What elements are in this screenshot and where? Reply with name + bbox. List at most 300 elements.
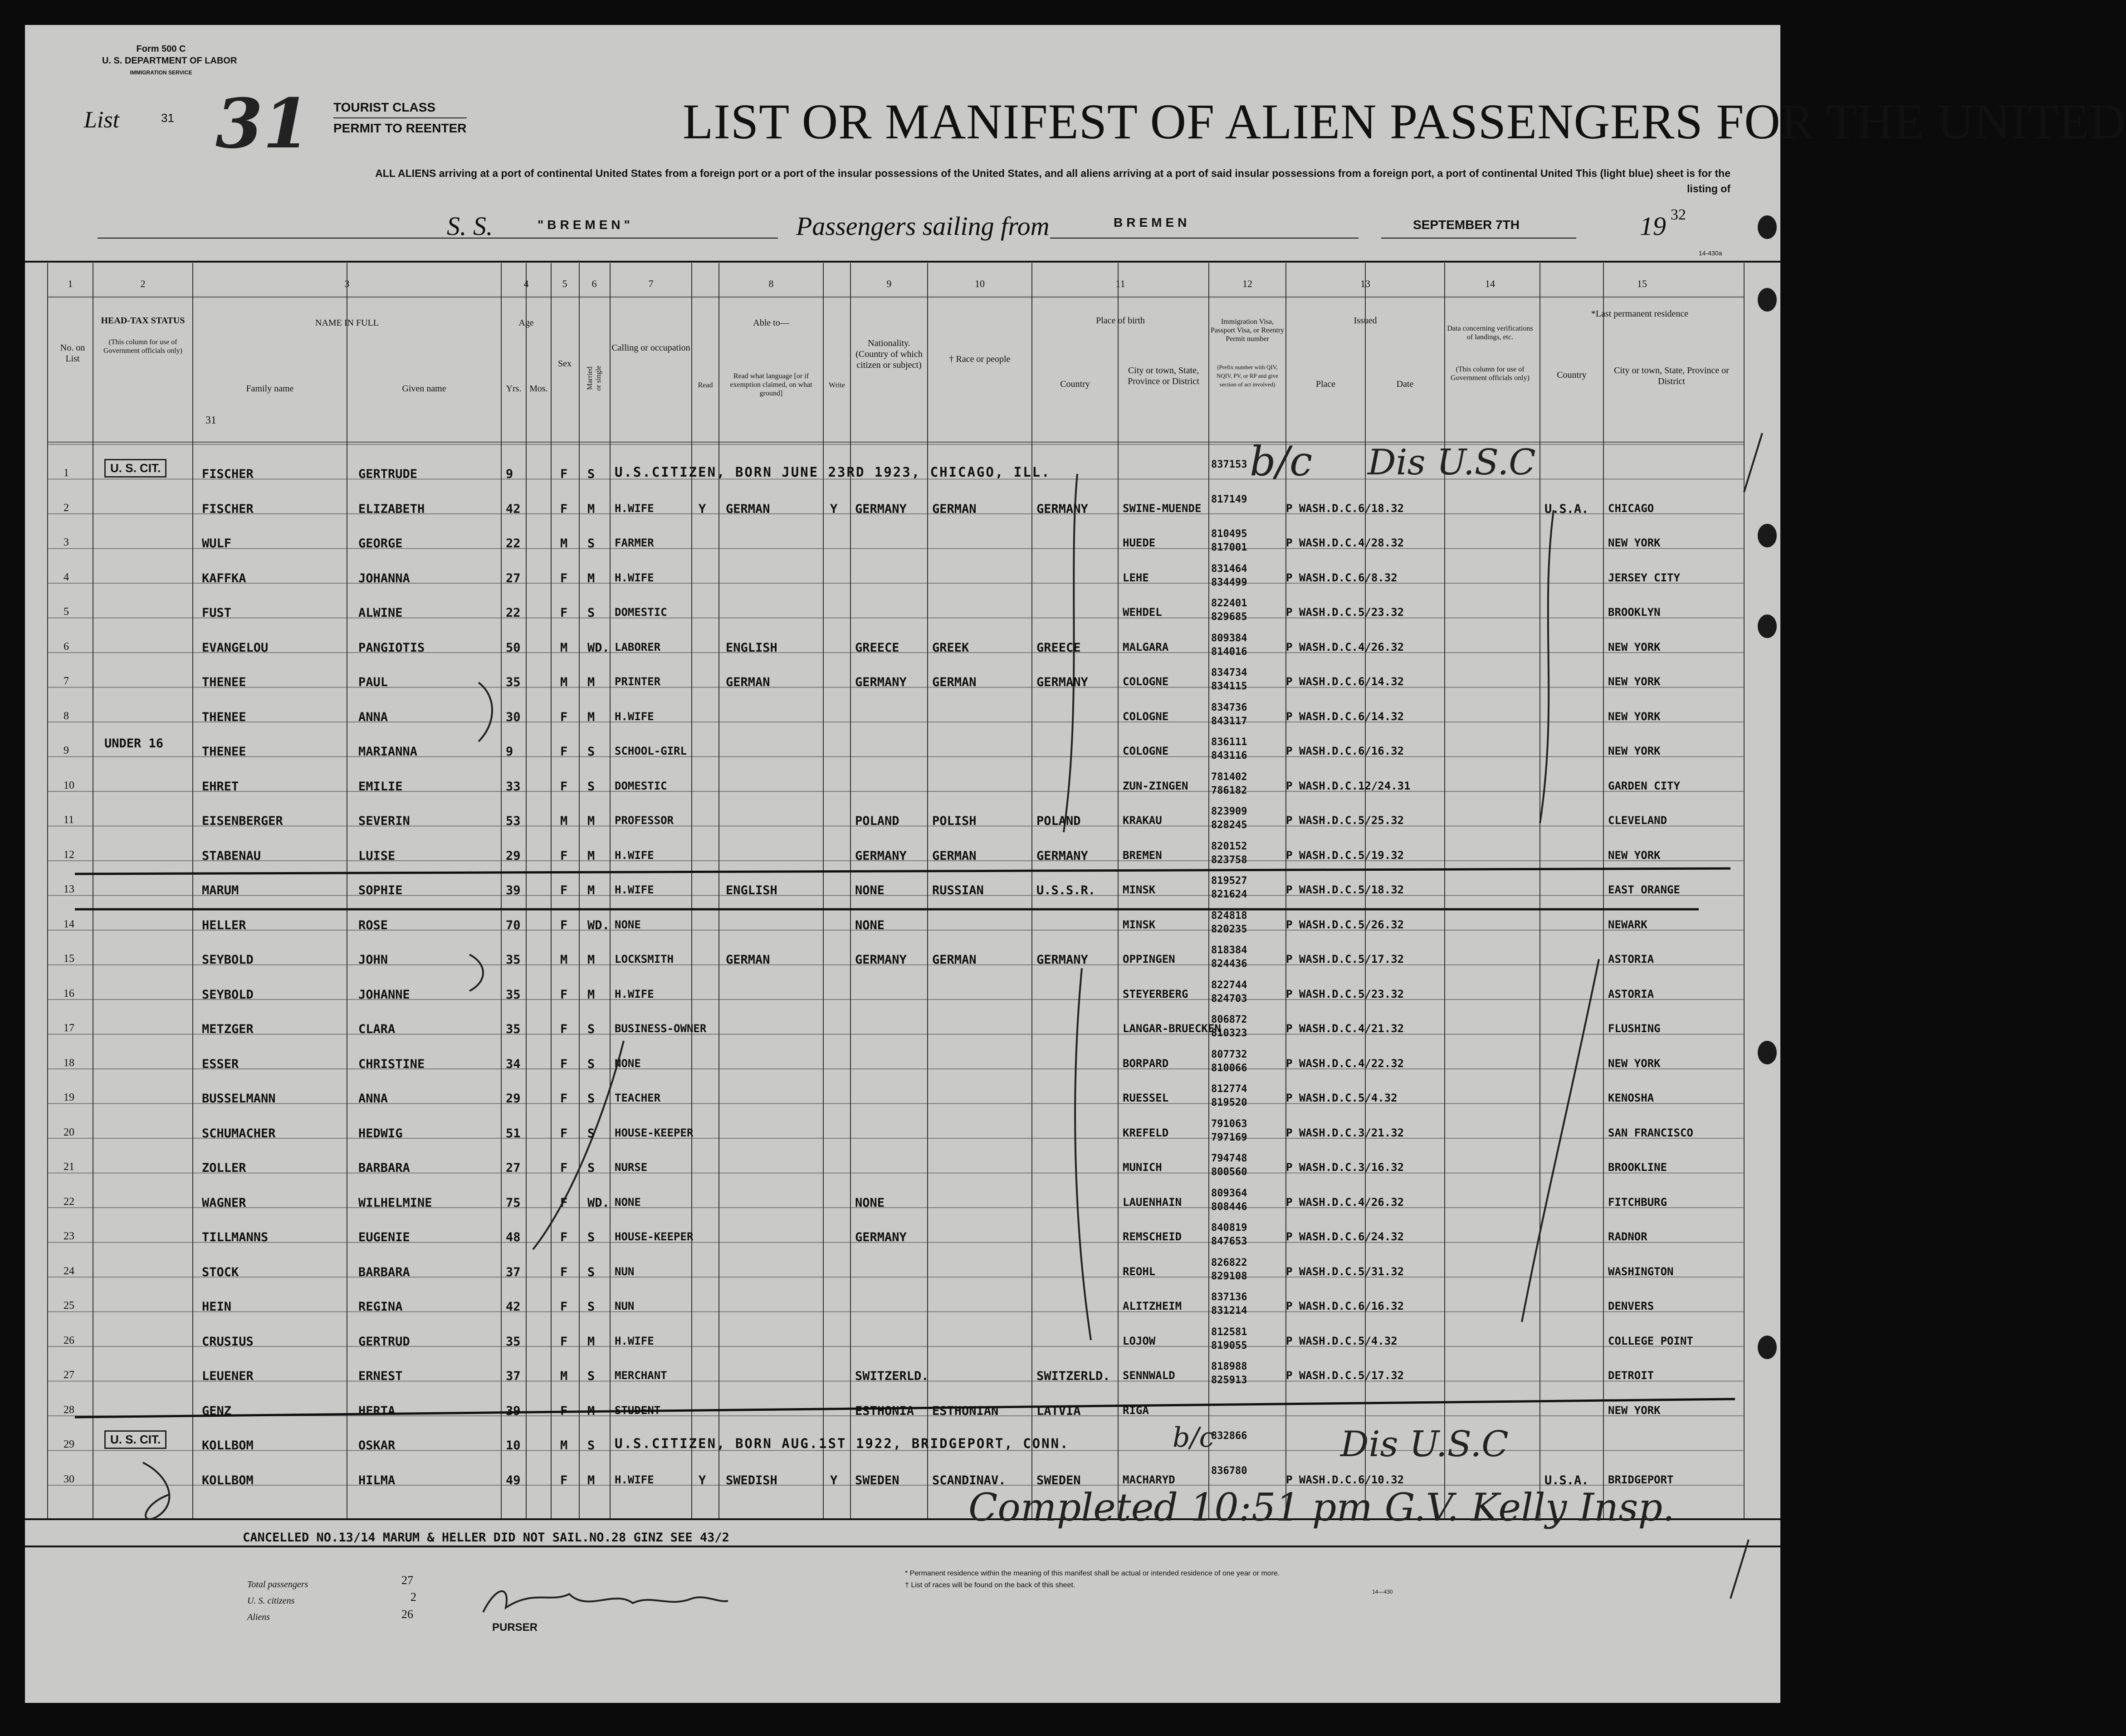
birth-country-cell: GERMANY bbox=[1036, 953, 1088, 967]
given-name-cell: PANGIOTIS bbox=[358, 640, 425, 655]
column-number: 7 bbox=[648, 278, 654, 289]
list-class-tourist: TOURIST CLASS bbox=[333, 98, 467, 118]
residence-city-cell: BROOKLYN bbox=[1608, 606, 1661, 619]
given-name-cell: GERTRUD bbox=[358, 1334, 410, 1349]
nationality-cell: NONE bbox=[855, 883, 885, 897]
age-cell: 39 bbox=[506, 1404, 521, 1418]
column-number: 10 bbox=[975, 278, 985, 289]
marital-status-cell: M bbox=[587, 953, 595, 967]
birth-city-cell: STEYERBERG bbox=[1123, 987, 1188, 1000]
issued-cell: P WASH.D.C.5/17.32 bbox=[1286, 1369, 1404, 1382]
family-name-cell: THENEE bbox=[202, 710, 246, 724]
given-name-cell: HEDWIG bbox=[358, 1126, 403, 1141]
issued-cell: P WASH.D.C.5/19.32 bbox=[1286, 848, 1404, 862]
visa-number-cell: 840819 847653 bbox=[1211, 1222, 1247, 1247]
calling-cell: FARMER bbox=[615, 536, 654, 549]
given-name-cell: SOPHIE bbox=[358, 883, 403, 897]
issued-cell: P WASH.D.C.6/14.32 bbox=[1286, 710, 1404, 723]
given-name-cell: LUISE bbox=[358, 848, 396, 863]
header-verifications: Data concerning verifications of landings, etc. bbox=[1447, 325, 1533, 341]
marital-status-cell: M bbox=[587, 883, 595, 897]
row-number: 3 bbox=[64, 536, 69, 548]
issued-cell: P WASH.D.C.6/24.32 bbox=[1286, 1230, 1404, 1243]
birth-city-cell: COLOGNE bbox=[1123, 710, 1169, 723]
annotation-dis-usc: Dis U.S.C bbox=[1340, 1424, 1509, 1465]
row-number: 10 bbox=[64, 779, 74, 791]
birth-city-cell: REOHL bbox=[1123, 1265, 1156, 1278]
aliens-label: Aliens bbox=[247, 1612, 270, 1622]
row-number: 20 bbox=[64, 1126, 74, 1138]
birth-city-cell: ALITZHEIM bbox=[1123, 1300, 1182, 1312]
row-number: 6 bbox=[64, 640, 69, 653]
residence-city-cell: JERSEY CITY bbox=[1608, 571, 1680, 584]
age-cell: 27 bbox=[506, 571, 521, 585]
marital-status-cell: M bbox=[587, 987, 595, 1002]
given-name-cell: HILMA bbox=[358, 1473, 396, 1487]
header-birth-country: Country bbox=[1060, 379, 1090, 389]
calling-cell: H.WIFE bbox=[615, 1334, 654, 1347]
given-name-cell: GERTRUDE bbox=[358, 467, 418, 481]
marital-status-cell: S bbox=[587, 467, 595, 481]
sex-cell: M bbox=[560, 640, 568, 655]
birth-country-cell: LATVIA bbox=[1036, 1404, 1081, 1418]
family-name-cell: ESSER bbox=[202, 1057, 239, 1071]
issued-cell: P WASH.D.C.4/28.32 bbox=[1286, 536, 1404, 549]
family-name-cell: FISCHER bbox=[202, 467, 254, 481]
residence-city-cell: WASHINGTON bbox=[1608, 1265, 1674, 1278]
visa-number-cell: 836111 843116 bbox=[1211, 736, 1247, 761]
age-cell: 29 bbox=[506, 1092, 521, 1106]
given-name-cell: BARBARA bbox=[358, 1161, 410, 1175]
visa-number-cell: 781402 786182 bbox=[1211, 771, 1247, 796]
sex-cell: F bbox=[560, 606, 568, 620]
calling-cell: NUN bbox=[615, 1300, 635, 1312]
family-name-cell: WULF bbox=[202, 536, 232, 551]
row-number: 5 bbox=[64, 606, 69, 618]
row-number: 11 bbox=[64, 814, 74, 826]
issued-cell: P WASH.D.C.5/26.32 bbox=[1286, 918, 1404, 931]
row-number: 29 bbox=[64, 1439, 74, 1450]
year-prefix: 19 bbox=[1640, 211, 1666, 241]
issued-cell: P WASH.D.C.5/23.32 bbox=[1286, 987, 1404, 1000]
header-issued: Issued bbox=[1354, 316, 1377, 326]
ship-name: "BREMEN" bbox=[538, 218, 634, 232]
row-number: 9 bbox=[64, 745, 69, 756]
column-number: 12 bbox=[1242, 278, 1252, 289]
sex-cell: F bbox=[560, 1161, 568, 1175]
given-name-cell: JOHANNE bbox=[358, 987, 410, 1002]
sex-cell: F bbox=[560, 1265, 568, 1279]
language-cell: GERMAN bbox=[726, 675, 770, 689]
row-number: 30 bbox=[64, 1473, 74, 1485]
column-number: 2 bbox=[140, 278, 146, 289]
visa-number-cell: 836780 bbox=[1211, 1465, 1247, 1477]
sex-cell: F bbox=[560, 710, 568, 724]
nationality-cell: GREECE bbox=[855, 640, 899, 655]
residence-city-cell: NEW YORK bbox=[1608, 848, 1661, 862]
header-head-tax-note: (This column for use of Government officials only) bbox=[103, 338, 182, 355]
issued-cell: P WASH.D.C.6/10.32 bbox=[1286, 1473, 1404, 1486]
race-cell: GERMAN bbox=[932, 848, 977, 863]
visa-number-cell: 812774 819520 bbox=[1211, 1083, 1247, 1108]
sex-cell: M bbox=[560, 1369, 568, 1383]
age-cell: 37 bbox=[506, 1265, 521, 1279]
birth-country-cell: GERMANY bbox=[1036, 502, 1088, 516]
sex-cell: F bbox=[560, 467, 568, 481]
visa-number-cell: 809384 814016 bbox=[1211, 632, 1247, 658]
issued-cell: P WASH.D.C.6/18.32 bbox=[1286, 502, 1404, 515]
row-number: 16 bbox=[64, 987, 74, 1000]
column-number: 6 bbox=[591, 278, 597, 289]
birth-city-cell: HUEDE bbox=[1123, 536, 1156, 549]
calling-cell: BUSINESS-OWNER bbox=[615, 1022, 707, 1035]
header-given-name: Given name bbox=[402, 384, 446, 394]
row-number: 24 bbox=[64, 1265, 74, 1277]
row-number: 14 bbox=[64, 918, 74, 930]
column-number: 15 bbox=[1637, 278, 1647, 289]
sex-cell: F bbox=[560, 883, 568, 897]
column-number: 11 bbox=[1115, 278, 1125, 289]
form-code: 14-430a bbox=[1699, 249, 1722, 257]
row-number: 21 bbox=[64, 1161, 74, 1173]
column-number: 3 bbox=[344, 278, 350, 289]
language-cell: GERMAN bbox=[726, 502, 770, 516]
passengers-sailing-label: Passengers sailing from bbox=[796, 211, 1050, 241]
pencil-line-residence bbox=[1522, 959, 1599, 1322]
form-number: Form 500 C bbox=[136, 44, 186, 54]
header-nationality: Nationality. (Country of which citizen or subject) bbox=[855, 338, 923, 370]
calling-cell: NONE bbox=[615, 918, 641, 931]
marital-status-cell: M bbox=[587, 1404, 595, 1418]
write-cell: Y bbox=[830, 502, 838, 516]
header-residence-country: Country bbox=[1557, 370, 1587, 380]
birth-city-cell: KRAKAU bbox=[1123, 814, 1162, 827]
visa-number-cell: 791063 797169 bbox=[1211, 1118, 1247, 1143]
given-name-cell: ANNA bbox=[358, 1092, 388, 1106]
family-name-cell: ZOLLER bbox=[202, 1161, 246, 1175]
family-name-cell: KOLLBOM bbox=[202, 1439, 254, 1453]
residence-city-cell: NEW YORK bbox=[1608, 710, 1661, 723]
header-race: † Race or people bbox=[949, 354, 1011, 364]
residence-city-cell: NEWARK bbox=[1608, 918, 1647, 931]
row-number: 18 bbox=[64, 1057, 74, 1069]
calling-cell: H.WIFE bbox=[615, 502, 654, 515]
annotation-bc: b/c bbox=[1173, 1422, 1215, 1453]
marital-status-cell: S bbox=[587, 1022, 595, 1036]
sex-cell: F bbox=[560, 502, 568, 516]
calling-cell: H.WIFE bbox=[615, 848, 654, 862]
row-number: 15 bbox=[64, 953, 74, 965]
visa-number-cell: 820152 823758 bbox=[1211, 840, 1247, 866]
visa-number-cell: 837153 bbox=[1211, 459, 1247, 470]
write-cell: Y bbox=[830, 1473, 838, 1487]
given-name-cell: EUGENIE bbox=[358, 1230, 410, 1244]
race-cell: GERMAN bbox=[932, 675, 977, 689]
pencil-bracket-residence bbox=[1540, 510, 1554, 823]
birth-city-cell: WEHDEL bbox=[1123, 606, 1162, 619]
given-name-cell: BARBARA bbox=[358, 1265, 410, 1279]
list-class-permit: PERMIT TO REENTER bbox=[333, 121, 467, 135]
nationality-cell: NONE bbox=[855, 918, 885, 932]
row-number: 17 bbox=[64, 1022, 74, 1034]
residence-city-cell: CHICAGO bbox=[1608, 502, 1654, 515]
visa-number-cell: 824818 820235 bbox=[1211, 910, 1247, 935]
calling-cell: NUN bbox=[615, 1265, 635, 1278]
family-name-cell: BUSSELMANN bbox=[202, 1092, 276, 1106]
sex-cell: M bbox=[560, 814, 568, 828]
issued-cell: P WASH.D.C.6/14.32 bbox=[1286, 675, 1404, 688]
sex-cell: M bbox=[560, 953, 568, 967]
purser-signature bbox=[479, 1576, 733, 1626]
sex-cell: F bbox=[560, 1230, 568, 1244]
us-citizens-label: U. S. citizens bbox=[247, 1596, 295, 1606]
family-name-cell: FISCHER bbox=[202, 502, 254, 516]
calling-cell: STUDENT bbox=[615, 1404, 661, 1417]
header-verifications-note: (This column for use of Government officials only) bbox=[1451, 366, 1530, 382]
calling-cell: NONE bbox=[615, 1057, 641, 1070]
visa-number-cell: 812581 819055 bbox=[1211, 1326, 1247, 1351]
visa-number-cell: 818384 824436 bbox=[1211, 945, 1247, 970]
birth-country-cell: SWITZERLD. bbox=[1036, 1369, 1110, 1383]
residence-city-cell: CLEVELAND bbox=[1608, 814, 1667, 827]
birth-city-cell: ZUN-ZINGEN bbox=[1123, 779, 1188, 792]
age-cell: 35 bbox=[506, 1334, 521, 1349]
birth-city-cell: COLOGNE bbox=[1123, 675, 1169, 688]
family-name-cell: FUST bbox=[202, 606, 232, 620]
row-number: 25 bbox=[64, 1300, 74, 1312]
total-passengers-label: Total passengers bbox=[247, 1580, 308, 1590]
issued-cell: P WASH.D.C.5/18.32 bbox=[1286, 883, 1404, 896]
list-number-small: 31 bbox=[161, 111, 174, 125]
given-name-cell: JOHN bbox=[358, 953, 388, 967]
birth-country-cell: U.S.S.R. bbox=[1036, 883, 1096, 897]
header-calling: Calling or occupation bbox=[611, 343, 690, 353]
marital-status-cell: WD. bbox=[587, 918, 610, 932]
given-name-cell: HERTA bbox=[358, 1404, 396, 1418]
marital-status-cell: M bbox=[587, 814, 595, 828]
marital-status-cell: WD. bbox=[587, 1195, 610, 1210]
issued-cell: P WASH.D.C.5/4.32 bbox=[1286, 1334, 1398, 1347]
birth-city-cell: KREFELD bbox=[1123, 1126, 1169, 1139]
birth-country-cell: GERMANY bbox=[1036, 675, 1088, 689]
visa-number-cell: 810495 817001 bbox=[1211, 528, 1247, 553]
sex-cell: F bbox=[560, 848, 568, 863]
language-cell: SWEDISH bbox=[726, 1473, 777, 1487]
birth-city-cell: SWINE-MUENDE bbox=[1123, 502, 1202, 515]
given-name-cell: ALWINE bbox=[358, 606, 403, 620]
total-passengers-value: 27 bbox=[401, 1574, 413, 1587]
calling-cell: NONE bbox=[615, 1195, 641, 1209]
family-name-cell: TILLMANNS bbox=[202, 1230, 269, 1244]
nationality-cell: GERMANY bbox=[855, 848, 907, 863]
visa-number-cell: 834736 843117 bbox=[1211, 702, 1247, 727]
issued-cell: P WASH.D.C.5/25.32 bbox=[1286, 814, 1404, 827]
visa-number-cell: 806872 810323 bbox=[1211, 1014, 1247, 1039]
marital-status-cell: S bbox=[587, 745, 595, 759]
header-name-in-full: NAME IN FULL bbox=[315, 318, 379, 328]
column-number: 8 bbox=[768, 278, 774, 289]
birth-city-cell: MACHARYD bbox=[1123, 1473, 1175, 1486]
header-read-language: Read what language [or if exemption claimed, on what ground] bbox=[730, 372, 812, 397]
departure-date: SEPTEMBER 7TH bbox=[1413, 218, 1520, 232]
marital-status-cell: S bbox=[587, 606, 595, 620]
sex-cell: M bbox=[560, 1439, 568, 1453]
given-name-cell: SEVERIN bbox=[358, 814, 410, 828]
birth-country-cell: GREECE bbox=[1036, 640, 1081, 655]
row-number: 4 bbox=[64, 571, 69, 583]
age-cell: 35 bbox=[506, 675, 521, 689]
family-name-cell: METZGER bbox=[202, 1022, 254, 1036]
given-name-cell: WILHELMINE bbox=[358, 1195, 432, 1210]
visa-number-cell: 832866 bbox=[1211, 1430, 1247, 1442]
residence-city-cell: FLUSHING bbox=[1608, 1022, 1661, 1035]
birth-city-cell: BORPARD bbox=[1123, 1057, 1169, 1070]
marital-status-cell: M bbox=[587, 848, 595, 863]
page-mark: 31 bbox=[205, 414, 216, 426]
residence-country-cell: U.S.A. bbox=[1544, 502, 1589, 516]
service: IMMIGRATION SERVICE bbox=[130, 69, 192, 76]
row-number: 23 bbox=[64, 1230, 74, 1242]
citizen-line: U.S.CITIZEN, BORN AUG.1ST 1922, BRIDGEPORT, CONN. bbox=[615, 1436, 1070, 1451]
residence-city-cell: EAST ORANGE bbox=[1608, 883, 1680, 896]
residence-city-cell: GARDEN CITY bbox=[1608, 779, 1680, 792]
given-name-cell: JOHANNA bbox=[358, 571, 410, 585]
column-number: 9 bbox=[886, 278, 892, 289]
column-number: 13 bbox=[1360, 278, 1370, 289]
age-cell: 37 bbox=[506, 1369, 521, 1383]
age-cell: 42 bbox=[506, 502, 521, 516]
calling-cell: LOCKSMITH bbox=[615, 953, 674, 966]
given-name-cell: CLARA bbox=[358, 1022, 396, 1036]
birth-city-cell: MALGARA bbox=[1123, 640, 1169, 653]
birth-city-cell: RIGA bbox=[1123, 1404, 1149, 1417]
header-mos: Mos. bbox=[529, 384, 548, 394]
visa-number-cell: 807732 810066 bbox=[1211, 1048, 1247, 1074]
age-cell: 50 bbox=[506, 640, 521, 655]
marital-status-cell: S bbox=[587, 779, 595, 794]
marital-status-cell: S bbox=[587, 1369, 595, 1383]
given-name-cell: ANNA bbox=[358, 710, 388, 724]
given-name-cell: PAUL bbox=[358, 675, 388, 689]
issued-cell: P WASH.D.C.5/23.32 bbox=[1286, 606, 1404, 619]
visa-number-cell: 822401 829685 bbox=[1211, 598, 1247, 623]
header-write: Write bbox=[829, 381, 845, 389]
nationality-cell: GERMANY bbox=[855, 675, 907, 689]
birth-city-cell: BREMEN bbox=[1123, 848, 1162, 862]
header-birth-city: City or town, State, Province or District bbox=[1128, 366, 1199, 386]
family-name-cell: EVANGELOU bbox=[202, 640, 269, 655]
row-number: 8 bbox=[64, 710, 69, 722]
issued-cell: P WASH.D.C.4/21.32 bbox=[1286, 1022, 1404, 1035]
residence-city-cell: NEW YORK bbox=[1608, 640, 1661, 653]
sex-cell: F bbox=[560, 1126, 568, 1141]
visa-number-cell: 794748 800560 bbox=[1211, 1153, 1247, 1178]
calling-cell: H.WIFE bbox=[615, 571, 654, 584]
visa-number-cell: 826822 829108 bbox=[1211, 1257, 1247, 1282]
calling-cell: MERCHANT bbox=[615, 1369, 667, 1382]
year-suffix: 32 bbox=[1671, 206, 1686, 223]
nationality-cell: SWITZERLD. bbox=[855, 1369, 929, 1383]
family-name-cell: MARUM bbox=[202, 883, 239, 897]
family-bracket bbox=[479, 683, 492, 741]
residence-city-cell: NEW YORK bbox=[1608, 536, 1661, 549]
sex-cell: F bbox=[560, 571, 568, 585]
family-name-cell: GENZ bbox=[202, 1404, 232, 1418]
race-cell: ESTHONIAN bbox=[932, 1404, 999, 1418]
pencil-line-birth bbox=[1075, 968, 1091, 1340]
nationality-cell: POLAND bbox=[855, 814, 899, 828]
residence-city-cell: BROOKLINE bbox=[1608, 1161, 1667, 1174]
calling-cell: LABORER bbox=[615, 640, 661, 653]
calling-cell: H.WIFE bbox=[615, 1473, 654, 1486]
birth-country-cell: GERMANY bbox=[1036, 848, 1088, 863]
issued-cell: P WASH.D.C.5/4.32 bbox=[1286, 1092, 1398, 1104]
given-name-cell: ELIZABETH bbox=[358, 502, 425, 516]
header-visa: Immigration Visa, Passport Visa, or Reentry Permit number bbox=[1210, 318, 1285, 343]
manifest-sheet bbox=[25, 25, 2126, 1703]
family-name-cell: KOLLBOM bbox=[202, 1473, 254, 1487]
department: U. S. DEPARTMENT OF LABOR bbox=[102, 56, 237, 66]
age-cell: 39 bbox=[506, 883, 521, 897]
marital-status-cell: S bbox=[587, 1057, 595, 1071]
sex-cell: F bbox=[560, 1092, 568, 1106]
given-name-cell: ERNEST bbox=[358, 1369, 403, 1383]
given-name-cell: CHRISTINE bbox=[358, 1057, 425, 1071]
header-family-name: Family name bbox=[246, 384, 294, 394]
column-number: 5 bbox=[562, 278, 567, 289]
issued-cell: P WASH.D.C.4/26.32 bbox=[1286, 1195, 1404, 1209]
header-residence-city: City or town, State, Province or District bbox=[1614, 366, 1729, 386]
marital-status-cell: S bbox=[587, 1092, 595, 1106]
pencil-numeral-31 bbox=[143, 1463, 170, 1519]
family-name-cell: STABENAU bbox=[202, 848, 261, 863]
sex-cell: F bbox=[560, 918, 568, 932]
sex-cell: M bbox=[560, 675, 568, 689]
row-number: 2 bbox=[64, 502, 69, 514]
annotation-completed: Completed 10:51 pm G.V. Kelly Insp. bbox=[968, 1485, 1675, 1530]
head-tax-status: U. S. CIT. bbox=[104, 1430, 166, 1449]
visa-number-cell: 834734 834115 bbox=[1211, 667, 1247, 692]
header-head-tax: HEAD-TAX STATUS bbox=[101, 316, 185, 326]
age-cell: 33 bbox=[506, 779, 521, 794]
age-cell: 10 bbox=[506, 1439, 521, 1453]
family-name-cell: WAGNER bbox=[202, 1195, 246, 1210]
residence-country-cell: U.S.A. bbox=[1544, 1473, 1589, 1487]
citizen-line: U.S.CITIZEN, BORN JUNE 23RD 1923, CHICAGO, ILL. bbox=[615, 464, 1051, 480]
check-mark bbox=[1744, 433, 1762, 492]
family-name-cell: SCHUMACHER bbox=[202, 1126, 276, 1141]
family-name-cell: LEUENER bbox=[202, 1369, 254, 1383]
marital-status-cell: S bbox=[587, 1300, 595, 1314]
issued-cell: P WASH.D.C.4/22.32 bbox=[1286, 1057, 1404, 1070]
aliens-value: 26 bbox=[401, 1608, 413, 1621]
birth-city-cell: LAUENHAIN bbox=[1123, 1195, 1182, 1209]
age-cell: 22 bbox=[506, 606, 521, 620]
residence-city-cell: NEW YORK bbox=[1608, 1404, 1661, 1417]
residence-city-cell: ASTORIA bbox=[1608, 953, 1654, 966]
language-cell: ENGLISH bbox=[726, 883, 777, 897]
given-name-cell: GEORGE bbox=[358, 536, 403, 551]
marital-status-cell: M bbox=[587, 1334, 595, 1349]
cancellation-note: CANCELLED NO.13/14 MARUM & HELLER DID NOT SAIL.NO.28 GINZ SEE 43/2 bbox=[243, 1531, 729, 1545]
visa-number-cell: 822744 824703 bbox=[1211, 979, 1247, 1005]
nationality-cell: ESTHONIA bbox=[855, 1404, 914, 1418]
column-number: 1 bbox=[68, 278, 73, 289]
head-tax-status: UNDER 16 bbox=[104, 736, 164, 751]
ss-label: S. S. bbox=[447, 211, 493, 241]
sex-cell: F bbox=[560, 1300, 568, 1314]
marital-status-cell: M bbox=[587, 1473, 595, 1487]
